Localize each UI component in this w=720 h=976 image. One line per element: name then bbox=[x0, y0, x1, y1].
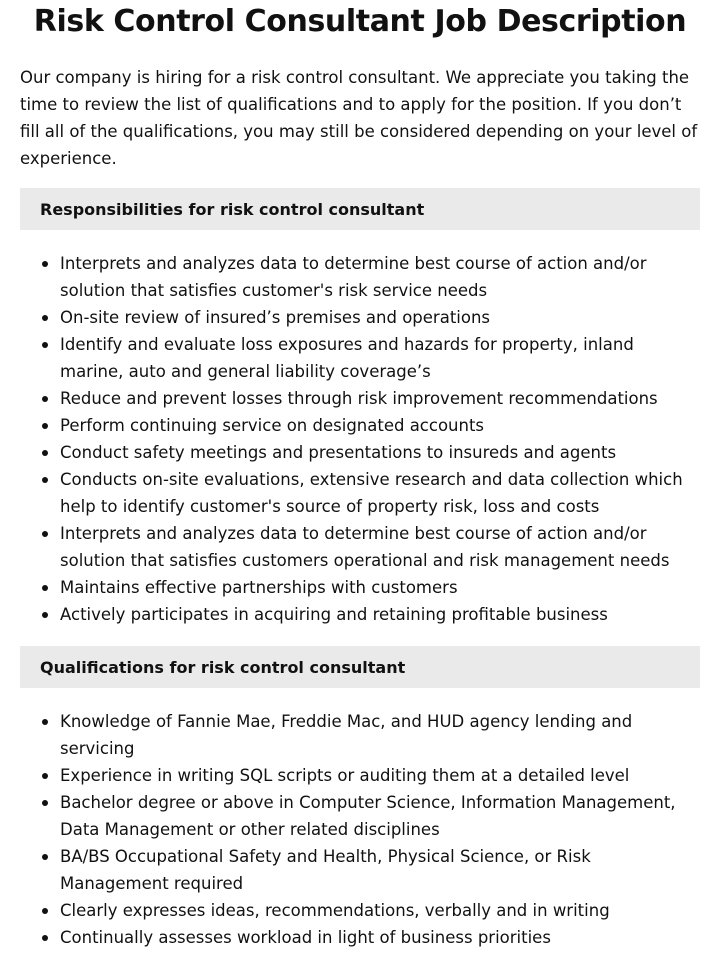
list-item: On-site review of insured’s premises and operations bbox=[20, 304, 696, 331]
list-item: Maintains effective partnerships with customers bbox=[20, 574, 696, 601]
list-item: BA/BS Occupational Safety and Health, Physical Science, or Risk Management required bbox=[20, 843, 696, 897]
list-item: Conduct safety meetings and presentations to insureds and agents bbox=[20, 439, 696, 466]
list-item: Conducts on-site evaluations, extensive research and data collection which help to identify customer's source of property risk, loss and costs bbox=[20, 466, 696, 520]
responsibilities-heading: Responsibilities for risk control consultant bbox=[20, 188, 700, 230]
list-item: Reduce and prevent losses through risk improvement recommendations bbox=[20, 385, 696, 412]
list-item: Interprets and analyzes data to determine best course of action and/or solution that satisfies customer's risk service needs bbox=[20, 250, 696, 304]
list-item: Interprets and analyzes data to determine best course of action and/or solution that satisfies customers operational and risk management needs bbox=[20, 520, 696, 574]
list-item: Identify and evaluate loss exposures and hazards for property, inland marine, auto and general liability coverage’s bbox=[20, 331, 696, 385]
list-item: Perform continuing service on designated accounts bbox=[20, 412, 696, 439]
page-title: Risk Control Consultant Job Description bbox=[33, 4, 687, 39]
list-item: Experience in writing SQL scripts or auditing them at a detailed level bbox=[20, 762, 696, 789]
list-item: Bachelor degree or above in Computer Science, Information Management, Data Management or other related disciplines bbox=[20, 789, 696, 843]
qualifications-heading: Qualifications for risk control consultant bbox=[20, 646, 700, 688]
list-item: Continually assesses workload in light of business priorities bbox=[20, 924, 696, 951]
intro-paragraph: Our company is hiring for a risk control consultant. We appreciate you taking the time to review the list of qualifications and to apply for the position. If you don’t fill all of the qualifications, you may still be considered depending on your level of experience. bbox=[20, 68, 698, 168]
list-item: Knowledge of Fannie Mae, Freddie Mac, and HUD agency lending and servicing bbox=[20, 708, 696, 762]
list-item: Clearly expresses ideas, recommendations, verbally and in writing bbox=[20, 897, 696, 924]
list-item: Actively participates in acquiring and retaining profitable business bbox=[20, 601, 696, 628]
qualifications-list bbox=[20, 708, 696, 951]
responsibilities-list bbox=[20, 250, 696, 628]
